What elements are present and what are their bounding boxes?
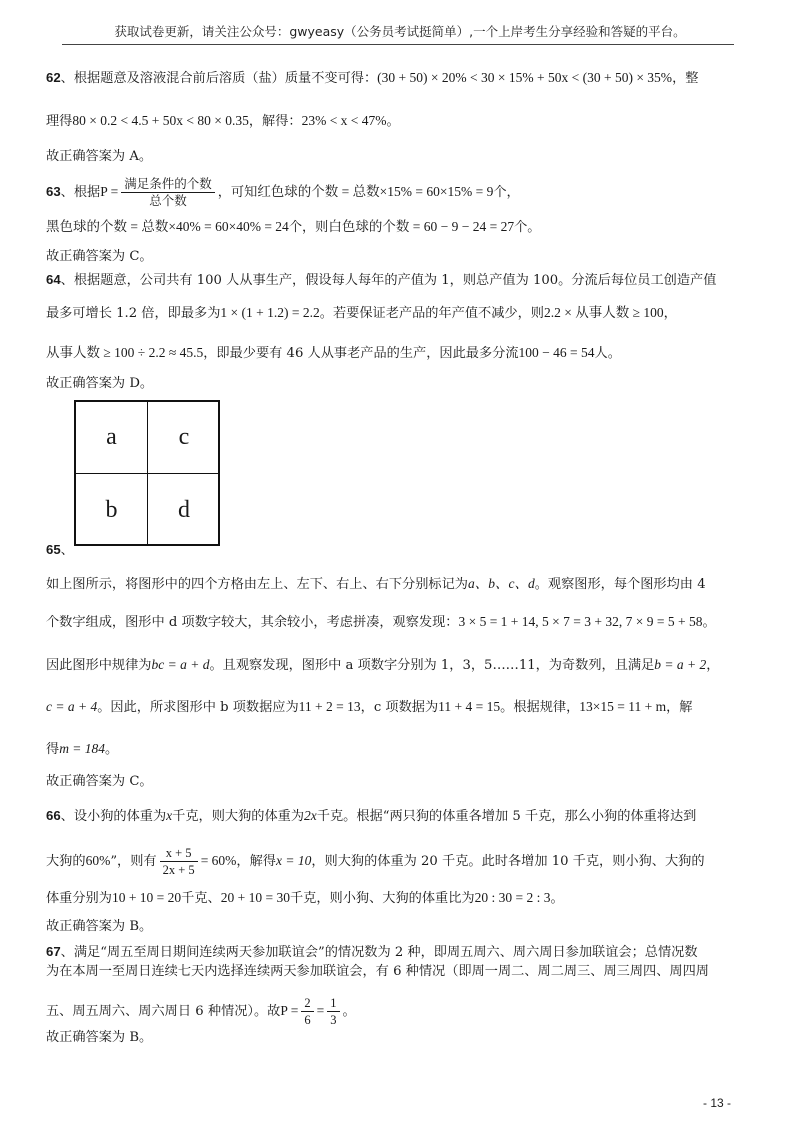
q65-answer: 故正确答案为 C。 [46,774,153,789]
q62-line-1: 62、根据题意及溶液混合前后溶质（盐）质量不变可得：(30 + 50) × 20% < 30 × 15% + 50x < (30 + 50) × 35%，整 [46,70,699,86]
q62-formula-1: (30 + 50) × 20% < 30 × 15% + 50x < (30 + 50) × 35% [377,70,673,85]
q63-line-2: 黑色球的个数 = 总数×40% = 60×40% = 24个，则白色球的个数 = 60 − 9 − 24 = 27个。 [46,219,541,235]
q65-line-4: c = a + 4。因此，所求图形中 b 项数据应为11 + 2 = 13，c 项数据为11 + 4 = 15。根据规律，13×15 = 11 + m，解 [46,699,693,715]
q64-formula-4: 100 − 46 = 54 [518,345,595,360]
q67-line-3: 五、周五周六、周六周日 6 种情况）。故P = $\frac{2}{6}$ = $\frac{1}{3}$ 。 [46,996,356,1027]
q63-formula-white: 白色球的个数 = 60 − 9 − 24 = 27 [328,219,515,234]
q63-answer: 故正确答案为 C。 [46,249,153,264]
grid-cell-c: c [148,402,220,474]
q67-fraction-2-6: $\frac{2}{6}$ [301,995,313,1028]
q66-line-3: 体重分别为10 + 10 = 20千克、20 + 10 = 30千克，则小狗、大狗的体重比为20 : 30 = 2 : 3。 [46,890,564,906]
q62-formula-3: 23% < x < 47% [301,113,387,128]
q62-number: 62 [46,70,61,85]
q64-answer: 故正确答案为 D。 [46,376,154,391]
q63-formula-red: 红色球的个数 = 总数×15% = 60×15% = 9 [257,184,494,199]
q66-number: 66 [46,808,61,823]
q65-formula-rule: bc = a + d [151,657,210,672]
q67-number: 67 [46,944,61,959]
header-divider [62,44,734,45]
q65-number: 65 [46,542,61,557]
q65-line-5: 得m = 184。 [46,741,119,757]
q62-line-2: 理得80 × 0.2 < 4.5 + 50x < 80 × 0.35，解得：23% < x < 47%。 [46,113,400,129]
q64-formula-2: 2.2 × 从事人数 ≥ 100 [543,305,664,320]
q64-line-1: 64、根据题意，公司共有 100 人从事生产，假设每人每年的产值为 1，则总产值为 100。分流后每位员工创造产值 [46,272,717,288]
q65-formula-pattern: 3 × 5 = 1 + 14, 5 × 7 = 3 + 32, 7 × 9 = 5 + 58 [458,614,703,629]
q65-line-1: 如上图所示，将图形中的四个方格由左上、左下、右上、右下分别标记为a、b、c、d。观察图形，每个图形均由 4 [46,576,706,592]
q67-fraction-1-3: $\frac{1}{3}$ [327,995,339,1028]
q63-number: 63 [46,184,61,199]
q67-answer: 故正确答案为 B。 [46,1030,153,1045]
q66-answer: 故正确答案为 B。 [46,919,153,934]
page-number: - 13 - [703,1096,732,1110]
q64-formula-1: 1 × (1 + 1.2) = 2.2 [220,305,320,320]
q66-line-2: 大狗的60%”，则有 $\frac{x + 5}{2x + 5}$ = 60%，解得x = 10，则大狗的体重为 20 千克。此时各增加 10 千克，则小狗、大狗的 [46,846,705,877]
q66-ratio-fraction: $\frac{x + 5}{2x + 5}$ [160,845,198,878]
q65-line-2: 个数字组成，图形中 d 项数字较大，其余较小，考虑拼凑，观察发现：3 × 5 = 1 + 14, 5 × 7 = 3 + 32, 7 × 9 = 5 + 58。 [46,614,716,630]
q67-line-2: 为在本周一至周日连续七天内选择连续两天参加联谊会，有 6 种情况（即周一周二、周二周三、周三周四、周四周 [46,964,709,979]
q63-formula-black: 黑色球的个数 = 总数×40% = 60×40% = 24 [46,219,289,234]
q65-line-3: 因此图形中规律为bc = a + d。且观察发现，图形中 a 项数字分别为 1，3，5……11，为奇数列，且满足b = a + 2， [46,657,720,673]
q64-formula-3: 从事人数 ≥ 100 ÷ 2.2 ≈ 45.5 [46,345,204,360]
q64-line-2: 最多可增长 1.2 倍，即最多为1 × (1 + 1.2) = 2.2。若要保证老产品的年产值不减少，则2.2 × 从事人数 ≥ 100， [46,305,677,321]
q65-grid-figure [74,400,220,546]
grid-cell-b: b [76,474,148,546]
q64-number: 64 [46,272,61,287]
q66-line-1: 66、设小狗的体重为x千克，则大狗的体重为2x千克。根据“两只狗的体重各增加 5 千克，那么小狗的体重将达到 [46,808,697,824]
q62-answer: 故正确答案为 A。 [46,149,153,164]
grid-cell-a: a [76,402,148,474]
q67-line-1: 67、满足“周五至周日期间连续两天参加联谊会”的情况数为 2 种，即周五周六、周六周日参加联谊会；总情况数 [46,944,698,960]
q63-line-1: 63、根据P = $\frac{\text{满足条件的个数}}{\text{总个数}}$ ，可知红色球的个数 = 总数×15% = 60×15% = 9个， [46,177,520,208]
grid-cell-d: d [178,496,190,523]
q62-formula-2: 80 × 0.2 < 4.5 + 50x < 80 × 0.35 [72,113,249,128]
q64-line-3: 从事人数 ≥ 100 ÷ 2.2 ≈ 45.5，即最少要有 46 人从事老产品的生产，因此最多分流100 − 46 = 54人。 [46,345,621,361]
q63-probability-fraction: $\frac{\text{满足条件的个数}}{\text{总个数}}$ [121,176,215,209]
page-header: 获取试卷更新，请关注公众号：gwyeasy（公务员考试挺简单）,一个上岸考生分享经验和答疑的平台。 [114,24,686,39]
q65-label: 65、 [46,542,74,558]
